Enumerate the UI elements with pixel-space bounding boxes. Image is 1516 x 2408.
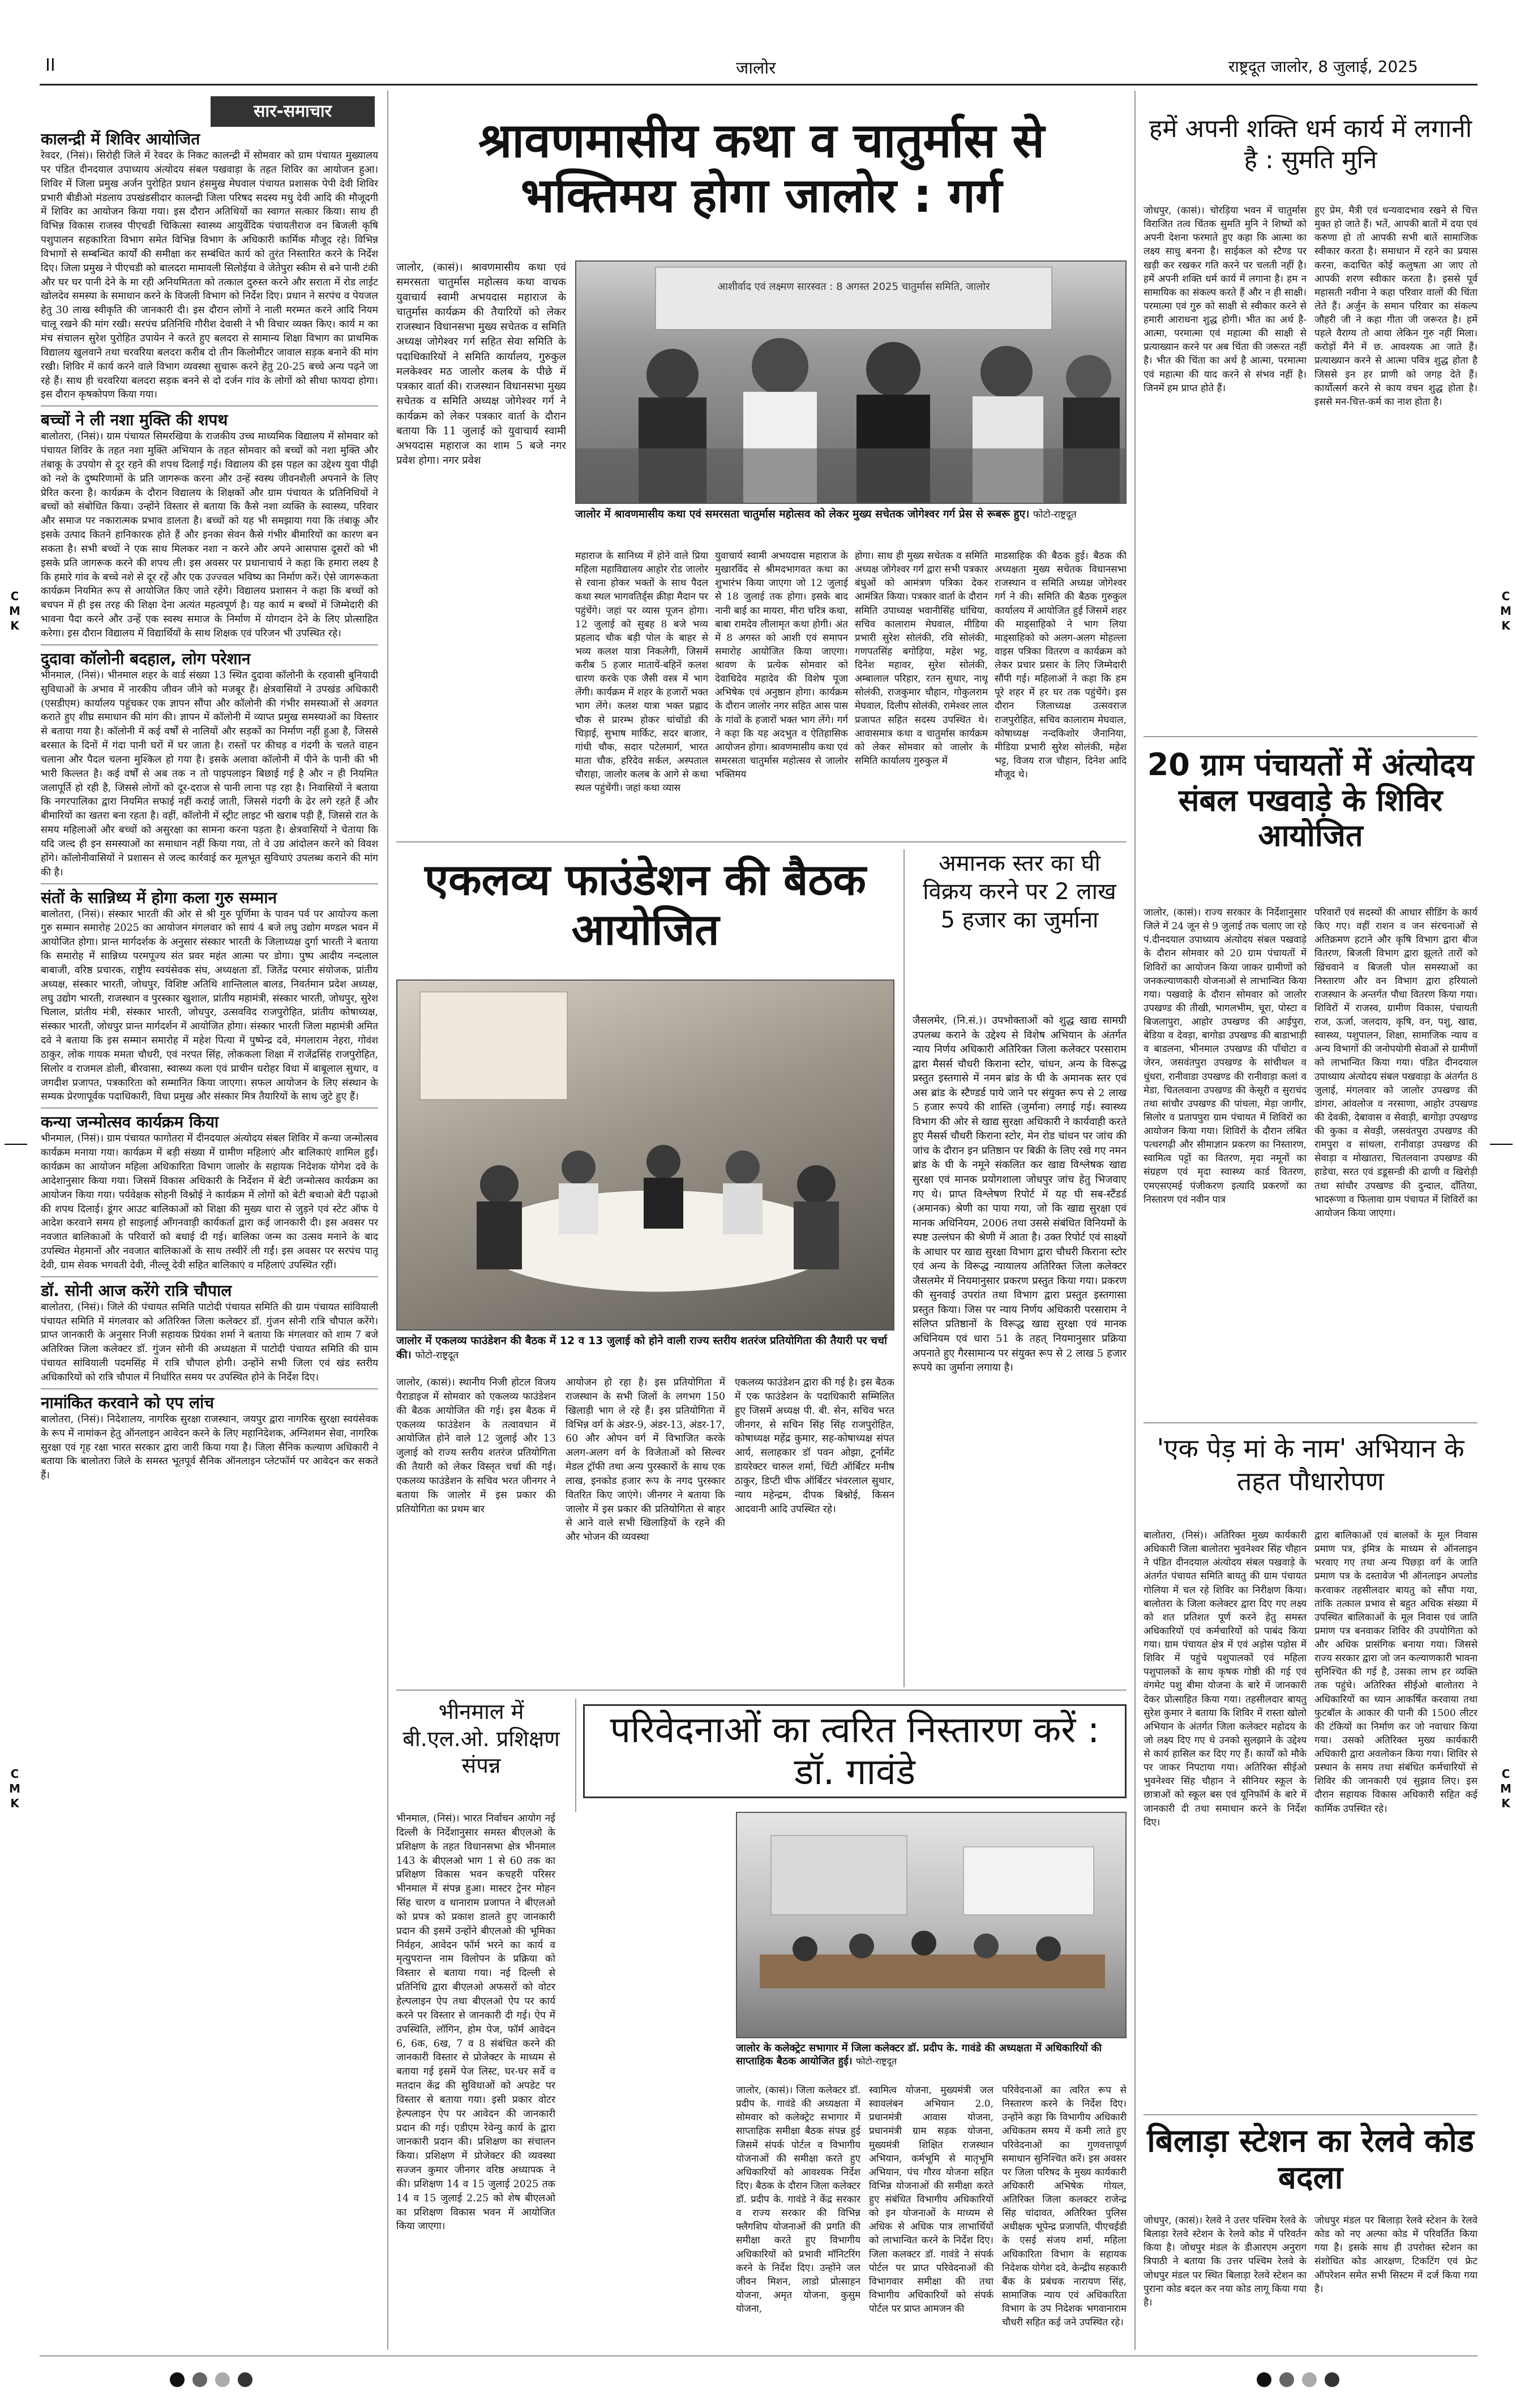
antyodaya-columns (1144, 906, 1478, 1415)
section-rule (1144, 1422, 1478, 1423)
grievance-columns (736, 2084, 1127, 2350)
collectorate-meeting-image (737, 1813, 1127, 2038)
article-body: बालोतरा, (निसं)। जिले की पंचायत समिति पाटोदी पंचायत समिति की ग्राम पंचायत सांवियाली पंचायत समिति में मंगलवार को अतिरिक्त जिला कलेक्टर डॉ. गुंजन सोनी रात्रि चौपाल करेंगे। प्राप्त जानकारी के अनुसार निजी सहायक प्रियंका शर्मा ने बताया कि मंगलवार को शाम 7 बजे अतिरिक्त जिला कलेक्टर डॉ. गुंजन सोनी की अध्यक्षता में पाटोदी पंचायत समिति की ग्राम पंचायत सांवियाली पदमसिंह में रात्रि चौपाल होगी। उन्होंने सभी जिला एवं खंड स्तरीय अधिकारियों को रात्रि चौपाल में निर्धारित समय पर उपस्थित होने के निर्देश दिए। (41, 1301, 378, 1383)
eklavya-photo (396, 980, 894, 1331)
grievance-body-col1: जालोर, (कासं)। जिला कलेक्टर डॉ. प्रदीप के. गावंडे की अध्यक्षता में सोमवार को कलेक्ट्रेट सभागार में साप्ताहिक समीक्षा बैठक संपन्न हुई जिसमें संपर्क पोर्टल व विभागीय योजनाओं की समीक्षा करते हुए अधिकारियों को आवश्यक निर्देश दिए। बैठक के दौरान जिला कलेक्टर डॉ. प्रदीप के. गावंडे ने केंद्र सरकार व राज्य सरकार की विभिन्न फ्लैगशिप योजनाओं की प्रगति की समीक्षा करते हुए विभागीय अधिकारियों को प्रभावी मॉनिटरिंग करने के निर्देश दिए। उन्होंने जल जीवन मिशन, लाडो प्रोत्साहन योजना, अमृत योजना, कुसुम योजना, (736, 2085, 860, 2315)
antyodaya-body-col1: जालोर, (कासं)। राज्य सरकार के निर्देशानुसार जिले में 24 जून से 9 जुलाई तक चलाए जा रहे पं.दीनदयाल उपाध्याय अंत्योदय संबल पखवाड़े के दौरान सोमवार को 20 ग्राम पंचायतों में शिविरों का आयोजन किया जाकर ग्रामीणों को जनकल्याणकारी योजनाओं से लाभान्वित किया गया। पखवाड़े के दौरान सोमवार को जालोर उपखण्ड की तीखी, भागलभीम, चूरा, पोस्टा व बिजलापुरा, आहोर उपखण्ड की आईपुरा, बेडिया व देवड़ा, बागोडा उपखण्ड की बाडाभाड़ी व बाडलना, भीनमाल उपखण्ड की पाँचोटा व जेरन, जसवंतपुरा उपखण्ड के सांचीथल व धुंधरा, रानीवाडा उपखण्ड की रानीवाड़ा कलां व मेडा, चितलवाना उपखण्ड की केसूरी व सुराचंद तथा सांचौर उपखण्ड की पांचला, मेड़ा जागीर, सिलोर व प्रतापपुरा ग्राम पंचायत में शिविरों का आयोजन किया गया। शिविरों के दौरान लंबित पत्थरगढ़ी और सीमाज्ञान प्रकरण का निस्तारण, स्वामित्व पट्टों का वितरण, मृदा नमूनों का संग्रहण एवं मृदा स्वास्थ्य कार्ड वितरण, एमएसएमई पंजीकरण इत्यादि प्रकरणों का निस्तारण एवं नवीन पात्र (1144, 907, 1307, 1205)
sidebar-article-6 (41, 1281, 378, 1385)
tree-body-col2: द्वारा बालिकाओं एवं बालकों के मूल निवास प्रमाण पत्र, इंमित्र के माध्यम से ऑनलाइन भरवाए गए तथा अन्य पिछड़ा वर्ग के जाति प्रमाण पत्र के दस्तावेज भी ऑनलाइन अपलोड करवाकर तहसीलदार बायतु को सौंपा गया, तांकि तत्काल प्रभाव से बहुत अधिक संख्या में उपस्थित बालिकाओं के मूल निवास एवं जाति प्रमाण पत्र बनवाकर शिविर की उपयोगिता को और अधिक प्रासंगिक बनाया गया। जिससे राज्य सरकार द्वारा जो जन कल्याणकारी भावना सुनिश्चित की गई है, उसका लाभ हर व्यक्ति तक पहुंचे। अतिरिक्त सीईओ बालोतरा ने अधिकारियों का ध्यान आकर्षित करवाया तथा फुटबॉल के आकार की पानी की 1500 लीटर की टंकियों का निर्माण कर जो नवाचार किया गया। उसको अतिरिक्त मुख्य कार्यकारी अधिकारी द्वारा अवलोकन किया गया। शिविर से प्रस्थान के समय तथा संबंधित कर्मचारियों से शिविर की जानकारी एवं सुझाव लिए। इस दौरान सहायक विकास अधिकारी सहित कई कार्मिक उपस्थित रहे। (1314, 1530, 1478, 1815)
column-rule (1134, 91, 1136, 2350)
eklavya-body-col3: एकलव्य फाउंडेशन द्वारा की गई है। इस बैठक में एक फाउंडेशन के पदाधिकारी सम्मिलित हुए जिसमें अध्यक्ष पी. बी. सेन, सचिव भरत जीनगर, से सचिन सिंह सिंह राजपुरोहित, कोषाध्यक्ष महेंद्र कुमार, सह-कोषाध्यक्ष संपत आर्य, सलाहकार डॉ पवन ओझा, टूर्नामेंट डायरेक्टर चारुल शर्मा, चिंटी ऑर्बिटर मनीष ठाकुर, डिप्टी चीफ ऑर्बिटर भंवरलाल सुथार, न्याय महेन्द्रम, दीपक बिश्नोई, किसन आदवानी आदि उपस्थित रहे। (735, 1377, 894, 1515)
eklavya-body-col2: आयोजन हो रहा है। इस प्रतियोगिता में राजस्थान के सभी जिलों के लगभग 150 खिलाड़ी भाग ले रहे हैं। इस प्रतियोगिता में विभिन्न वर्ग के अंडर-9, अंडर-13, अंडर-17, 60 और ओपन वर्ग में विभाजित करके अलग-अलग वर्ग के विजेताओं को सिल्वर मेडल ट्रॉफी तथा अन्य पुरस्कारों के साथ एक लाख, इनकोड हजार रूप के नगद पुरस्कार वितरित किए जाएंगे। जीनगर ने बताया कि जालोर में इस प्रकार की प्रतियोगिता से बाहर से आने वाले सभी खिलाड़ियों के रहने की और भोजन की व्यवस्था (566, 1377, 725, 1543)
eklavya-columns (396, 1376, 894, 1682)
railway-headline: बिलाड़ा स्टेशन का रेलवे कोड बदला (1147, 2123, 1474, 2196)
footer-rule (40, 2355, 1478, 2356)
lead-left-column (396, 260, 566, 832)
sidebar-article-2 (41, 410, 378, 641)
sidebar-article-7 (41, 1393, 378, 1483)
meeting-image (397, 981, 894, 1331)
article-title: बच्चों ने ली नशा मुक्ति की शपथ (41, 410, 228, 430)
lead-body-col5: माडसाहिक की बैठक हुई। बैठक की अध्यक्षता मुख्य सचेतक विधानसभा राजस्थान व समिति अध्यक्ष जोगेश्वर गर्ग ने की। समिति की बैठक गुरुकुल कार्यालय में आयोजित हुई जिसमें शहर की माड्साहिको ने भाग लिया माड्साहिको को अलग-अलग मोहल्ला वाइस पत्रिका वितरण व कार्यक्रम को लेकर प्रचार प्रसार के लिए जिम्मेदारी सौंपी गई। महिलाओं ने कहा कि हम पूरे शहर में हर घर तक पहुंचेंगे। इस दौरान जिलाध्यक्ष उत्सवराज राजपुरोहित, सचिव कालाराम मेघवाल, कोषाध्यक्ष नन्दकिशोर जैनानिया, मीडिया प्रभारी सुरेश सोलंकी, महेश भट्ट, विजय राज चौहान, दिनेश आदि मौजूद थे। (995, 550, 1127, 780)
food-headline: अमानक स्तर का घी विक्रय करने पर 2 लाख 5 हजार का जुर्माना (923, 850, 1116, 933)
photo-credit: फोटो-राष्ट्रदूत (855, 2056, 897, 2067)
article-body: भीनमाल, (निसं)। ग्राम पंचायत फागोतरा में दीनदयाल अंत्योदय संबल शिविर में कन्या जन्मोत्सव कार्यक्रम मनाया गया। कार्यक्रम में बड़ी संख्या में ग्रामीण महिलाएं और बालिकाएं शामिल हुईं। कार्यक्रम का आयोजन महिला अधिकारिता विभाग जालोर के सहायक निदेशक योगेश दवे के आदेशानुसार किया गया। जिसमें विकास अधिकारी के निर्देशन में बेटी जन्मोत्सव कार्यक्रम का आयोजन किया गया। पर्यवेक्षक सोहनी विश्नोई ने कार्यक्रम में लोगों को बेटी बचाओ बेटी पढ़ाओ की शपथ दिलाई। डूंगर आउट बालिकाओं को शिक्षा की मुख्य धारा से जुड़ने एवं स्टेट ऑफ ये आदेश करवाने समय हो साइलाई आँगनवाड़ी कार्यकर्ता द्वारा कई जानकारी दी। इस अवसर पर नवजात बालिकाओं के परिवारों को बधाई दी गई। बालिका जन्म का उत्सव मनाने के बाद उपस्थित मेहमानों और नवजात बालिकाओं के साथ तस्वीरें ली गईं। इस अवसर पर सरपंच पातू देवी, ग्राम सेवक भगवती देवी, नील्लू देवी सहित बालिकाएं व महिलाएं उपस्थित रहीं। (41, 1133, 378, 1271)
article-body: बालोतरा, (निसं)। निदेशालय, नागरिक सुरक्षा राजस्थान, जयपुर द्वारा नागरिक सुरक्षा स्वयंसेवक के रूप में नामांकन हेतु ऑनलाइन आवेदन करने के लिए महानिदेशक, अग्निशमन सेवा, नागरिक सुरक्षा एवं गृह रक्षा भारत सरकार द्वारा जारी किया गया है। जिला सैनिक कल्याण अधिकारी ने बताया कि बालोतरा जिले के समस्त भूतपूर्व सैनिक ऑनलाइन प्लेटफॉर्म पर आवेदन कर सकते हैं। (41, 1413, 378, 1482)
registration-dot (1302, 2372, 1317, 2387)
registration-dot (170, 2372, 185, 2387)
sidebar-article-1 (41, 129, 378, 402)
lead-body-col3: युवाचार्य स्वामी अभयदास महाराज के मुखारविंद से श्रीमदभागवत कथा का शुभारंभ किया जाएगा जो 12 जुलाई से 18 जुलाई तक होगा। इसके बाद नानी बाई का मायरा, मीरा चरित्र कथा, बाबा रामदेव लीलामृत कथा होगी। अंत में 8 अगस्त को आशी एवं समापन समारोह आयोजित किया जाएगा। श्रावण के प्रत्येक सोमवार को देवाधिदेव महादेव की विशेष पूजा अभिषेक एवं अनुष्ठान होगा। कार्यक्रम के दौरान जालोर नगर सहित आस पास के गांवों के हजारों भक्त भाग लेंगे। गर्ग ने कहा कि यह अदभुत व ऐतिहासिक आयोजन होगा। श्रावणमासीय कथा एवं समरसता चातुर्मास महोत्सव से जालोर भक्तिमय (715, 550, 848, 780)
eklavya-headline: एकलव्य फाउंडेशन की बैठक आयोजित (425, 854, 866, 955)
dharm-headline: हमें अपनी शक्ति धर्म कार्य में लगानी है : सुमति मुनि (1149, 114, 1472, 174)
banner-text: आशीर्वाद एवं लक्ष्मण सारस्वत : 8 अगस्त 2025 चातुर्मास समिति, जालोर (717, 281, 990, 293)
section-rule (1144, 736, 1478, 737)
article-body: बालोतरा, (निसं)। ग्राम पंचायत सिमरखिया के राजकीय उच्च माध्यमिक विद्यालय में सोमवार को पंचायत शिविर के तहत नशा मुक्ति अभियान के तहत सोमवार को बच्चों को नशा मुक्ति और तंबाकू के उपयोग से दूर रहने की शपथ दिलाई गई। विद्यालय की इस पहल का उद्देश्य युवा पीढ़ी को नशे के दुष्परिणामों के प्रति जागरूक करना और उन्हें स्वस्थ जीवनशैली अपनाने के लिए प्रेरित करना है। कार्यक्रम के दौरान विद्यालय के शिक्षकों और ग्राम पंचायत के प्रतिनिधियों ने बच्चों को संबोधित किया। उन्होंने विस्तार से बताया कि कैसे नशा व्यक्ति के स्वास्थ्य, परिवार और समाज पर नकारात्मक प्रभाव डालता है। बच्चों को यह भी समझाया गया कि तंबाकू और इसके उत्पाद कितने हानिकारक होते हैं और इनका सेवन कैसे गंभीर बीमारियों का कारण बन सकता है। सभी बच्चों ने एक साथ मिलकर नशा न करने और अपने आसपास दूसरों को भी इसके प्रति जागरूक करने की शपथ ली। इस अवसर पर प्रधानाचार्य ने कहा कि हमारा लक्ष्य है कि हमारे गांव के बच्चे नशे से दूर रहें और एक उज्ज्वल भविष्य का निर्माण करें। ऐसे जागरूकता कार्यक्रम नियमित रूप से आयोजित किए जाते रहेंगे। विद्यालय प्रशासन ने कहा कि बच्चों को बचपन में ही इस तरह की शिक्षा देना अत्यंत महत्वपूर्ण है। यह कार्य म बच्चों में जिम्मेदारी की भावना पैदा करने और उन्हें एक स्वस्थ समाज के निर्माण में योगदान देने के लिए प्रोत्साहित करेगा। इस दौरान विद्यालय में विद्यार्थियों के साथ शिक्षक एवं परिजन भी उपस्थित रहे। (41, 431, 378, 639)
registration-dot (1257, 2372, 1271, 2387)
grievance-photo (736, 1812, 1127, 2038)
photo-credit: फोटो-राष्ट्रदूत (1033, 509, 1077, 520)
article-body: रेवदर, (निसं)। सिरोही जिले में रेवदर के निकट कालन्द्री में सोमवार को ग्राम पंचायत मुख्यालय पर पंडित दीनदयाल उपाध्याय अंत्योदय संबल पखवाड़ा के तहत शिविर का आयोजन हुआ। शिविर में जिला प्रमुख अर्जन पुरोहित प्रधान हंसमुख मेघवाल पंचायत प्रशासक पेपी देवी शिविर प्रभारी बीडीओ मंडलाय उपखंडसीदार कालन्द्री जिला परिषद सदस्य मधु देवी आदि की मौजूदगी में शिविर का आयोजन किया गया। इस दौरान अतिथियों का स्वागत सत्कार किया। साथ ही विभिन्न विकास राजस्व पीएचडी चिकित्सा स्वास्थ्य आयुर्वेदिक पंचायतीराज वन बिजली कृषि पशुपालन सहकारिता विभाग समेत विभिन्न विभाग के अधिकारी कार्मिक मौजूद रहे। विभिन्न विभागों से सम्बन्धित कार्यों की समीक्षा कर सम्बंधित कार्य को तुरंत निस्तारित करने के निर्देश दिए। जिला प्रमुख ने पीएचडी को बालदरा मामावली सिलोईया वे जेतेपुरा स्कीम से बने पानी टंकी और घर घर पानी देने के मा रही अनियमितता को तत्काल दुरुस्त करने और सराता में रोड लाईट खोलदेव समस्या के समाधान करने के विजली विभाग को निर्देश दिए। प्रधान ने सरपंच व पेयजल हेतु 30 लाख स्वीकृति की जानकारी दी। इस दौरान लोगों ने नाली मरम्मत करने आदि नियम चालू रखने की मांग रखी। सरपंच प्रतिनिधि गौरीश देवासी ने भी विचार व्यक्त किए। कार्य म का मंच संचालन सुरेश पुरोहित उपायेन ने करते हुए बलदरा से सामान्य शिक्षा विभाग का प्राथमिक विद्यालय खुलवाने तथा चरवरिया बलदरा करीब दो तीन किलोमीटर जावाल सड़क बनाने की मांग रखी। शिविर में कार्य करने वाले विभाग व्यवस्था सुचारू करने हेतु 20-25 बच्चे अन्य पढ़ने जा रहे हैं। साथ ही चरवरिया बलदरा सड़क बनने से दो दर्जन गांव के लोगों को सीधा फायदा होगा। इस दौरान कृषकोपण किया गया। (41, 150, 378, 401)
section-rule (396, 1690, 1127, 1691)
article-title: कालन्द्री में शिविर आयोजित (41, 130, 200, 148)
tree-headline: 'एक पेड़ मां के नाम' अभियान के तहत पौधारोपण (1157, 1433, 1464, 1496)
sidebar (41, 91, 378, 2350)
section-rule (396, 841, 1127, 842)
registration-marks-right: CMK (1500, 589, 1511, 632)
railway-columns (1144, 2214, 1478, 2350)
article-title: दुदावा कॉलोनी बदहाल, लोग परेशान (41, 649, 251, 668)
sidebar-articles (41, 129, 378, 2343)
article-title: नामांकित करवाने को एप लांच (41, 1393, 214, 1412)
lead-photo (575, 260, 1127, 504)
grievance-body-col3: परिवेदनाओं का त्वरित रूप से निस्तारण करने के निर्देश दिए। उन्होंने कहा कि विभागीय अधिकारी अधिकतम समय में कमी लाते हुए परिवेदनाओं का गुणवत्तापूर्ण समाधान सुनिश्चित करें। इस अवसर पर जिला परिषद के मुख्य कार्यकारी अधिकारी अभिषेक गोयल, अतिरिक्त जिला कलक्टर राजेन्द्र सिंह चांदावत, अतिरिक्त पुलिस अधीक्षक भूपेन्द्र प्रजापति, पीएचईडी के एसई संजय शर्मा, महिला अधिकारिता विभाग के सहायक निदेशक योगेश दवे, केन्द्रीय सहकारी बैंक के प्रबंधक नारायण सिंह, सामाजिक न्याय एवं अधिकारिता विभाग के उप निदेशक भगवानाराम चौधरी सहित कई जने उपस्थित रहे। (1002, 2085, 1127, 2329)
blo-headline: भीनमाल में बी.एल.ओ. प्रशिक्षण संपन्न (402, 1699, 560, 1778)
food-body: जैसलमेर, (नि.सं.)। उपभोक्ताओं को शुद्ध खाद्य सामग्री उपलब्ध कराने के उद्देश्य से विशेष अभियान के अंतर्गत न्याय निर्णय अधिकारी अतिरिक्त जिला कलेक्टर परसाराम द्वारा मैसर्स चौधरी किराना स्टोर, चांधन, अन्य के विरूद्ध प्रस्तुत इस्तगासे में नमन ब्रांड के घी के अमानक स्तर एवं अस ब्रांड के स्टैण्डर्ड पाये जाने पर संयुक्त रूप से 2 लाख 5 हजार रूपये की शास्ति (जुर्माना) लगाई गई। स्वास्थ्य विभाग की ओर से खाद्य सुरक्षा अधिकारी ने कार्यवाही करते हुए मैसर्स चौधरी किराना स्टोर, मेन रोड चांधन पर जांच की जांच के दौरान इन प्रतिष्ठान पर बिक्री के लिए रखे गए नमन ब्रांड के घी के नमूने संकलित कर खाद्य विश्लेषक खाद्य सुरक्षा एवं मानक प्रयोगशाला जोधपुर जांच हेतु भिजवाए गए थे। प्राप्त विश्लेषण रिपोर्ट में यह घी सब-स्टैंडर्ड (अमानक) श्रेणी का पाया गया, जो कि खाद्य सुरक्षा एवं मानक अधिनियम, 2006 तथा उससे संबंधित विनियमों के स्पष्ट उल्लंघन की श्रेणी में आता है। उक्त रिपोर्ट एवं साक्ष्यों के आधार पर खाद्य सुरक्षा विभाग द्वारा चौधरी किराना स्टोर एवं अन्य के विरूद्ध न्यायालय अतिरिक्त जिला कलेक्टर जैसलमेर में नियमानुसार प्रकरण प्रस्तुत किया गया। प्रकरण की सुनवाई उपरांत तथा विभाग द्वारा प्रस्तुत इस्तगासा प्रस्तुत किया। जिस पर न्याय निर्णय अधिकारी परसाराम ने संलिप्त प्रतिष्ठानों के विरूद्ध खाद्य सुरक्षा एवं मानक अधिनियम एवं धारा 51 के तहत् नियमानुसार प्रक्रिया अपनाते हुए गैरसामान्य पर संयुक्त रूप से 2 लाख 5 हजार रूपये का जुर्माना लगाया है। (913, 1015, 1127, 1374)
dharm-columns (1144, 204, 1478, 730)
column-rule (387, 91, 388, 2350)
registration-dot (1279, 2372, 1294, 2387)
railway-body-col2: जोधपुर मंडल पर बिलाड़ा रेलवे स्टेशन के रेलवे कोड को नए अल्फा कोड में परिवर्तित किया गया है। इसके साथ ही उपरोक्त स्टेशन का संशोधित कोड आरक्षण, टिकटिंग एवं फ्रेट ऑपरेशन समेत सभी सिस्टम में दर्ज किया गया है। (1314, 2215, 1478, 2295)
column-rule (903, 849, 905, 1687)
article-body: भीनमाल, (निसं)। भीनमाल शहर के वार्ड संख्या 13 स्थित दुदावा कॉलोनी के रहवासी बुनियादी सुविधाओं के अभाव में नारकीय जीवन जीने को मजबूर हैं। क्षेत्रवासियों ने उपखंड अधिकारी (एसडीएम) कार्यालय पहुंचकर एक ज्ञापन सौंपा और कॉलोनी की गंभीर समस्याओं से अवगत कराते हुए शीघ्र समाधान की मांग की। ज्ञापन में कॉलोनी में व्याप्त प्रमुख समस्याओं का विस्तार से बताया गया है। कॉलोनी में कई वर्षों से नालियों और सड़कों का निर्माण नहीं हुआ है, जिससे बरसात के दिनों में गंदा पानी घरों में घर जाता है। रास्तों पर कीचड़ व गंदगी के चलते वाहन चलाना और पैदल चलना मुश्किल हो गया है। इसके अलावा कॉलोनी में पीने के पानी की भी भारी किल्लत है। कई वर्षों से अब तक न तो पाइपलाइन बिछाई गई है और न ही नियमित जलापूर्ति हो रही है, जिससे लोगों को दूर-दराज से पानी लाना पड़ रहा है। निवासियों ने बताया कि नगरपालिका द्वारा नियमित सफाई नहीं कराई जाती, जिससे गंदगी के ढेर लगे रहते हैं और बीमारियों का खतरा बना रहता है। वहीं, कॉलोनी में स्ट्रीट लाइट भी खराब पड़ी हैं, जिससे रात के समय महिलाओं और बच्चों को असुरक्षा का सामना करना पड़ता है। क्षेत्रवासियों ने चेताया कि यदि जल्द ही इन समस्याओं का समाधान नहीं किया गया, तो वे उग्र आंदोलन करने को विवश होंगे। कॉलोनीवासियों ने प्रशासन से जल्द कार्रवाई कर मूलभूत सुविधाएं उपलब्ध कराने की मांग की है। (41, 669, 378, 878)
sidebar-article-4 (41, 888, 378, 1105)
grievance-headline: परिवेदनाओं का त्वरित निस्तारण करें : डॉ. गावंडे (583, 1704, 1127, 1798)
blo-body: भीनमाल, (निसं)। भारत निर्वाचन आयोग नई दिल्ली के निर्देशानुसार समस्त बीएलओ के प्रशिक्षण के तहत विधानसभा क्षेत्र भीनमाल 143 के बीएलओ भाग 1 से 60 तक का प्रशिक्षण विकास भवन कचहरी परिसर भीनमाल में संपन्न हुआ। मास्टर ट्रेनर मोहन सिंह चारण व थानाराम प्रजापत ने बीएलओ को प्रपत्र को प्रकाश डालते हुए जानकारी प्रदान की इसमें उन्होंने बीएलओ की भूमिका निर्वहन, आवेदन फॉर्म भरने का कार्य व मृत्युपरान्त नाम विलोपन के प्रक्रिया को विस्तार से बताया गया। नई दिल्ली से प्रतिनिधि द्वारा बीएलओ अफसरों को वोटर हेल्पलाइन ऐप तथा बीएलओ ऐप पर कार्य करने पर विस्तार से जानकारी दी गई। ऐप में उपस्थिति, लॉगिन, होम पेज, फॉर्म आवेदन 6, 6क, 6ख, 7 व 8 संबंधित करने की जानकारी विस्तार से प्रोजेक्टर के माध्यम से बताया गई इसमें पेज लिस्ट, घर-घर सर्वे व मतदान केंद्र की सुविधाओं को अपडेट पर विस्तार से बताया गया। इसी प्रकार वोटर हेल्पलाइन ऐप पर आवेदन की जानकारी प्रदान की गई। एडीएम रेवेन्यु कार्य के द्वारा जानकारी प्रदान की। प्रशिक्षण का संचालन किया। प्रशिक्षण में प्रोजेक्टर की व्यवस्था सज्जन कुमार जीनगर वरिष्ठ अध्यापक ने की। प्रशिक्षण 14 व 15 जुलाई 2025 तक 14 व 15 जुलाई 2.25 को शेष बीएलओ का प्रशिक्षण विकास भवन में आयोजित किया जाएगा। (396, 1813, 555, 2232)
antyodaya-body-col2: परिवारों एवं सदस्यों की आधार सीडिंग के कार्य किए गए। वहीं राशन व जन संरचनाओं से अतिक्रमण हटाने और कृषि विभाग द्वारा बीज वितरण, बिजली विभाग द्वारा झूलते तारों को खिंचवाने व बिजली पोल समस्याओं का निस्तारण और वन विभाग द्वारा हरियालो राजस्थान के अन्तर्गत पौधा वितरण किया गया। शिविरों में राजस्व, ग्रामीण विकास, पंचायती राज, ऊर्जा, जलदाय, कृषि, वन, पशु, खाद्य, स्वास्थ्य, पशुपालन, शिक्षा, सामाजिक न्याय व अन्य विभागों की जनोपयोगी सेवाओं से ग्रामीणों को लाभान्वित किया गया। पंडित दीनदयाल उपाध्याय अंत्योदय संबल पखवाड़ा के अंतर्गत 8 जुलाई, मंगलवार को जालोर उपखण्ड की डांगरा, आंवलोज व नरसाणा, आहोर उपखण्ड की देवकी, देबावास व सेवाड़ी, बागोड़ा उपखण्ड की कुका व सेवड़ी, जसवंतपुरा उपखण्ड की रामपुरा व सांथला, रानीवाड़ा उपखण्ड की सेवाड़ा व मोखातरा, चितलवाना उपखण्ड की हाडेचा, सरत एवं डडूसन्डी की ढाणी व खिरोड़ी तथा सांचौर उपखण्ड की दुन्दाल, दाँतिया, भादरूणा व फिलावा ग्राम पंचायत में शिविरों का आयोजन किया जाएगा। (1314, 907, 1478, 1219)
eklavya-body-col1: जालोर, (कासं)। स्थानीय निजी होटल विजय पैराडाइज में सोमवार को एकलव्य फाउंडेशन की बैठक आयोजित की गई। इस बैठक में एकलव्य फाउंडेशन के तत्वावधान में आयोजित होने वाले 12 जुलाई और 13 जुलाई को राज्य स्तरीय शतरंज प्रतियोगिता की तैयारी को लेकर विस्तृत चर्चा की गई। एकलव्य फाउंडेशन के सचिव भरत जीनगर ने बताया कि जालोर में इस प्रकार की प्रतियोगिता का प्रथम बार (396, 1377, 556, 1515)
edition-date: राष्ट्रदूत जालोर, 8 जुलाई, 2025 (1228, 57, 1418, 76)
tree-body-col1: बालोतरा, (निसं)। अतिरिक्त मुख्य कार्यकारी अधिकारी जिला बालोतरा भुवनेश्वर सिंह चौहान ने पंडित दीनदयाल अंत्योदय संबल पखवाड़े के अंतर्गत पंचायत समिति बायतु की ग्राम पंचायत गोलिया में चल रहे शिविर का निरीक्षण किया। बालोतरा के जिला कलेक्टर द्वारा दिए गए लक्ष्य को शत प्रतिशत पूर्ण करने हेतु समस्त अधिकारियों एवं कर्मचारियों को पाबंद किया गया। ग्राम पंचायत क्षेत्र में एवं अड़ोस पड़ोस में शिविर में पहुंचे पशुपालकों एवं महिला पशुपालकों के साथ कृषक गोष्ठी की गई एवं वंगमेट पशु बीमा योजना के बारे में जानकारी देकर प्रोत्साहित किया गया। तहसीलदार बायतु सुरेश कुमार ने बताया कि शिविर में रास्ता खोलो अभियान के अंतर्गत जिला कलेक्टर महोदय के जो लक्ष्य दिए गए थे उनको सुलझाने के उद्देश्य से कार्य हासिल कर दिए गए हैं। कार्यों को मौके पर जाकर निपटाया गया। अतिरिक्त सीईओ भुवनेश्वर सिंह चौहान ने सीनियर स्कूल के छात्राओं को स्कूल बस एवं यूनिफॉर्म के बारे में जानकारी दी तथा समाधान करने के निर्देश दिए। (1144, 1530, 1307, 1828)
lead-body-col2: महाराज के सानिध्य में होने वाले प्रिया महिला महाविद्यालय आहोर रोड जालोर से रवाना होकर भक्तों के साथ पैदल कथा स्थल भागवतिर्ड्स क्रीड़ा मैदान पर पहुंचेंगे। जहां पर व्यास पूजन होगा। 12 जुलाई को सुबह 8 बजे भव्य प्रहलाद चौक बड़ी पोल के बाहर से भव्य कलश यात्रा निकलेगी, जिसमें करीब 5 हजार मातायें-बहिनें कलश धारण करके एक जैसी वस्त्र में भाग लेंगी। कार्यक्रम में शहर के हजारों भक्त भाग लेंगे। कलश यात्रा भक्त प्रह्लाद चौक से प्रारम्भ होकर चांचोंडो की चिड़ाई, सुभाष मार्किट, सदर बाजार, गांधी चौक, सदार पटेलमार्ग, भारत माता चौक, हरिदेव सर्कल, अस्पताल चौराहा, जालोर कलब के आगे से कथा स्थल पहुंचेंगी। जहां कथा व्यास (575, 550, 708, 794)
article-body: बालोतरा, (निसं)। संस्कार भारती की ओर से श्री गुरु पूर्णिमा के पावन पर्व पर आयोज्य कला गुरु सम्मान समारोह 2025 का आयोजन मंगलवार को सायं 4 बजे लघु उद्योग मण्डल भवन में आयोजित होगा। प्रान्त मार्गदर्शक के अनुसार संस्कार भारती के जिलाध्यक्ष दुर्गा भारती ने बताया कि समारोह में सान्निध्य परमपूज्य संत प्रवर महंत आत्मा पर डोगा। पुष्प आदीय नन्दलाल बाबाजी, वरिष्ठ प्रचारक, राष्ट्रीय स्वयंसेवक संघ, अध्यक्षता डॉ. जितेंद्र परमार संयोजक, प्रांतीय अध्यक्ष, संस्कार भारती, जोधपुर, विशिष्ट अतिथि शान्तिलाल बालड, निवर्तमान प्रदेश अध्यक्ष, लघु उद्योग भारती, राजस्थान व पुरस्कार खुशाल, प्रांतीय महामंत्री, संस्कार भारती, जोधपुर, सुरेश चिलाल, प्रांतीय मंत्री, संस्कार भारती, जोधपुर, उत्सवविद राजपुरोहित, प्रांतीय कोषाध्यक्ष, संस्कार भारती, जोधपुर प्रान्त मार्गदर्शन में आयोजित होगा। संस्कार भारती जिला महामंत्री अमित दवे ने बताया कि इस सम्मान समारोह में महेश पित्या में पुष्पेन्द्र दवे, मंगलाराम नेहरा, गोवंश ठाकुर, लोक गायक ममता चौधरी, एवं नरपत सिंह, लोककला शिक्षा में राजेंद्रसिंह राजपुरोहित, सिलोर व राजमल डोली, बीरवासा, स्वास्थ्य कला एवं प्राचीन धरोहर विधा में बाबूलाल सुथार, व जगदीश प्रजापत, पत्रकारिता को सम्मानित किया जाएगा। सफल आयोजन के लिए संस्थान के सम्यक प्रेरणापूर्वक पदाधिकारी, विधा प्रमुख और संस्कार मित्र तैयारियों के साथ जुटे हुए हैं। (41, 908, 378, 1103)
lead-photo-caption: जालोर में श्रावणमासीय कथा एवं समरसता चातुर्मास महोत्सव को लेकर मुख्य सचेतक जोगेश्वर गर्ग प्रेस से रूबरू हुए। फोटो-राष्ट्रदूत (575, 508, 1077, 520)
grievance-photo-caption: जालोर के कलेक्ट्रेट सभागार में जिला कलेक्टर डॉ. प्रदीप के. गावंडे की अध्यक्षता में अधिकारियों की साप्ताहिक बैठक आयोजित हुई। फोटो-राष्ट्रदूत (736, 2042, 1102, 2068)
sidebar-label: सार-समाचार (211, 96, 375, 127)
dharm-body-col2: हुए प्रेम, मैत्री एवं धन्यवादभाव रखने से चित्त मुक्त हो जाते हैं। भतें, आपकी बातों में दया एवं करुणा हो तो आपकी सभी बातें सामाजिक स्वीकार करता है। समाधान में रहने का प्रयास करना, कदाचित कोई कलुषता आ जाए तो आपकी शरण स्वीकार करता है। इससे पूर्व महासती नवीना ने कहा परिवार वालों की चिंता लेते हैं। अर्जुन के समान परिवार का संकल्प जौहरी जी ने कहा गीता जी जरूरत है। हमें पहले वैराग्य तो आया लेकिन गुरु नहीं मिला। करोड़ों मैंने में छ. आवश्यक आ जाते हैं। प्रत्याख्यान करने से आत्मा पवित्र शुद्ध होता है जिससे इन हर प्राणी को जगह देते हैं। कार्योत्सर्ग करने से काय वचन शुद्ध होता है। इससे मन-चित्त-कर्म का नाश होता है। (1314, 205, 1478, 408)
registration-marks-right-2: CMK (1500, 1767, 1511, 1810)
section-rule (1144, 2114, 1478, 2115)
sidebar-article-3 (41, 649, 378, 880)
registration-marks-left-2: CMK (9, 1767, 20, 1810)
article-title: डॉ. सोनी आज करेंगे रात्रि चौपाल (41, 1281, 232, 1300)
article-title: संतों के सान्निध्य में होगा कला गुरु सम्मान (41, 888, 277, 907)
sidebar-article-5 (41, 1112, 378, 1272)
article-title: कन्या जन्मोत्सव कार्यक्रम किया (41, 1113, 219, 1132)
registration-dot (238, 2372, 252, 2387)
registration-dot (192, 2372, 207, 2387)
grievance-body-col2: स्वामित्व योजना, मुख्यमंत्री जल स्वावलंबन अभियान 2.0, प्रधानमंत्री आवास योजना, प्रधानमंत्री ग्राम सड़क योजना, मुख्यमंत्री शिक्षित राजस्थान अभियान, कर्मभूमि से मातृभूमि अभियान, पंच गौरव योजना सहित विभिन्न योजनाओं की समीक्षा करते हुए संबंधित विभागीय अधिकारियों को इन योजनाओं के माध्यम से अधिक से अधिक पात्र लाभार्थियों को लाभान्वित करने के निर्देश दिए। जिला कलक्टर डॉ. गावंडे ने संपर्क पोर्टल पर प्राप्त परिवेदनाओं की विभागवार समीक्षा की तथा विभागीय अधिकारियों को संपर्क पोर्टल पर प्राप्त आमजन की (869, 2085, 993, 2315)
lead-body-col4: होगा। साथ ही मुख्य सचेतक व समिति अध्यक्ष जोगेश्वर गर्ग द्वारा सभी पत्रकार बंधुओं को आमंत्रण पत्रिका देकर आमंत्रित किया। पत्रकार वार्ता के दौरान समिति उपाध्यक्ष भवानीसिंह धांधिया, सचिव कालाराम मेघवाल, मीडिया प्रभारी सुरेश सोलंकी, रवि सोलंकी, गणपतसिंह बगोड़िया, महेश भट्ट, दिनेश महावर, सुरेश सोलंकी, अम्बालाल परिहार, रतन सुथार, नाथू सोलंकी, राजकुमार चौहान, गोकुलराम मेघवाल, दिलीप सोलंकी, रामेश्वर लाल प्रजापत सहित सदस्य उपस्थित थे। आवासमात्र कथा व चातुर्मास कार्यक्रम को लेकर सोमवार को जालोर के समिति कार्यालय गुरुकुल में (855, 550, 988, 767)
lead-body-col1: जालोर, (कासं)। श्रावणमासीय कथा एवं समरसता चातुर्मास महोत्सव कथा वाचक युवाचार्य स्वामी अभयदास महाराज के चातुर्मास कार्यक्रम की तैयारियों को लेकर राजस्थान विधानसभा मुख्य सचेतक व समिति अध्यक्ष जोगेश्वर गर्ग सहित सेवा समिति के पदाधिकारियों ने समिति कार्यालय, गुरुकुल मलकेश्वर मठ जालोर कलब के पीछे में पत्रकार वार्ता की। राजस्थान विधानसभा मुख्य सचेतक व समिति अध्यक्ष जोगेश्वर गर्ग ने कार्यक्रम को लेकर पत्रकार वार्ता के दौरान बताया कि 11 जुलाई को युवाचार्य स्वामी अभयदास महाराज का शाम 5 बजे नगर प्रवेश होगा। नगर प्रवेश (396, 262, 566, 467)
column-rule (575, 1699, 576, 1812)
page-number: II (45, 55, 55, 75)
tree-columns (1144, 1529, 1478, 2106)
registration-dot (1325, 2372, 1339, 2387)
eklavya-photo-caption: जालोर में एकलव्य फाउंडेशन की बैठक में 12 व 13 जुलाई को होने वाली राज्य स्तरीय शतरंज प्रतियोगिता की तैयारी पर चर्चा की। फोटो-राष्ट्रदूत (396, 1335, 887, 1361)
railway-body-col1: जोधपुर, (कासं)। रेलवे ने उत्तर पश्चिम रेलवे के बिलाड़ा रेलवे स्टेशन के रेलवे कोड में परिवर्तन किया है। जोधपुर मंडल के डीआरएम अनुराग त्रिपाठी ने बताया कि उत्तर पश्चिम रेलवे के जोधपुर मंडल पर स्थित बिलाड़ा रेलवे स्टेशन का पुराना कोड बदल कर नया कोड लागू किया गया है। (1144, 2215, 1307, 2308)
crop-cross-right (1490, 1144, 1513, 1145)
press-conference-image (576, 262, 1127, 504)
crop-cross-left (5, 1144, 27, 1145)
lead-headline: श्रावणमासीय कथा व चातुर्मास से भक्तिमय होगा जालोर : गर्ग (478, 113, 1045, 224)
lead-lower-columns (575, 549, 1127, 832)
antyodaya-headline: 20 ग्राम पंचायतों में अंत्योदय संबल पखवाड़े के शिविर आयोजित (1147, 747, 1474, 854)
photo-credit: फोटो-राष्ट्रदूत (415, 1349, 459, 1361)
dharm-body-col1: जोधपुर, (कासं)। चोरड़िया भवन में चातुर्मास विराजित तत्व चिंतक सुमति मुनि ने शिष्यों को अपनी देशना फरमाते हुए कहा कि आत्मा का लक्ष्य साधु बनना है। साईकल को स्टैण्ड पर खड़ी कर रखकर गति करने पर चलती नहीं है। हमें अपनी शक्ति धर्म कार्य में लगाना है। हम न सामायिक का संकल्प करते हैं और न ही साक्षी। परमात्मा एवं गुरु को साक्षी से स्वीकार करने से हमारी आराधना शुद्ध होगी। भीत का अर्थ है- आत्मा, परमात्मा एवं महात्मा की साक्षी से प्रत्याख्यान करने पर अब चिंता की जरूरत नहीं है। भीत की चिंता का अर्थ है आत्मा, परमात्मा एवं महात्मा की याद करने से संभव नहीं है। जिनमें हम प्राप्त होते हैं। (1144, 205, 1307, 394)
registration-dot (215, 2372, 230, 2387)
section-name: जालोर (736, 58, 776, 78)
registration-marks-left: CMK (9, 589, 20, 632)
masthead-rule (40, 84, 1478, 85)
